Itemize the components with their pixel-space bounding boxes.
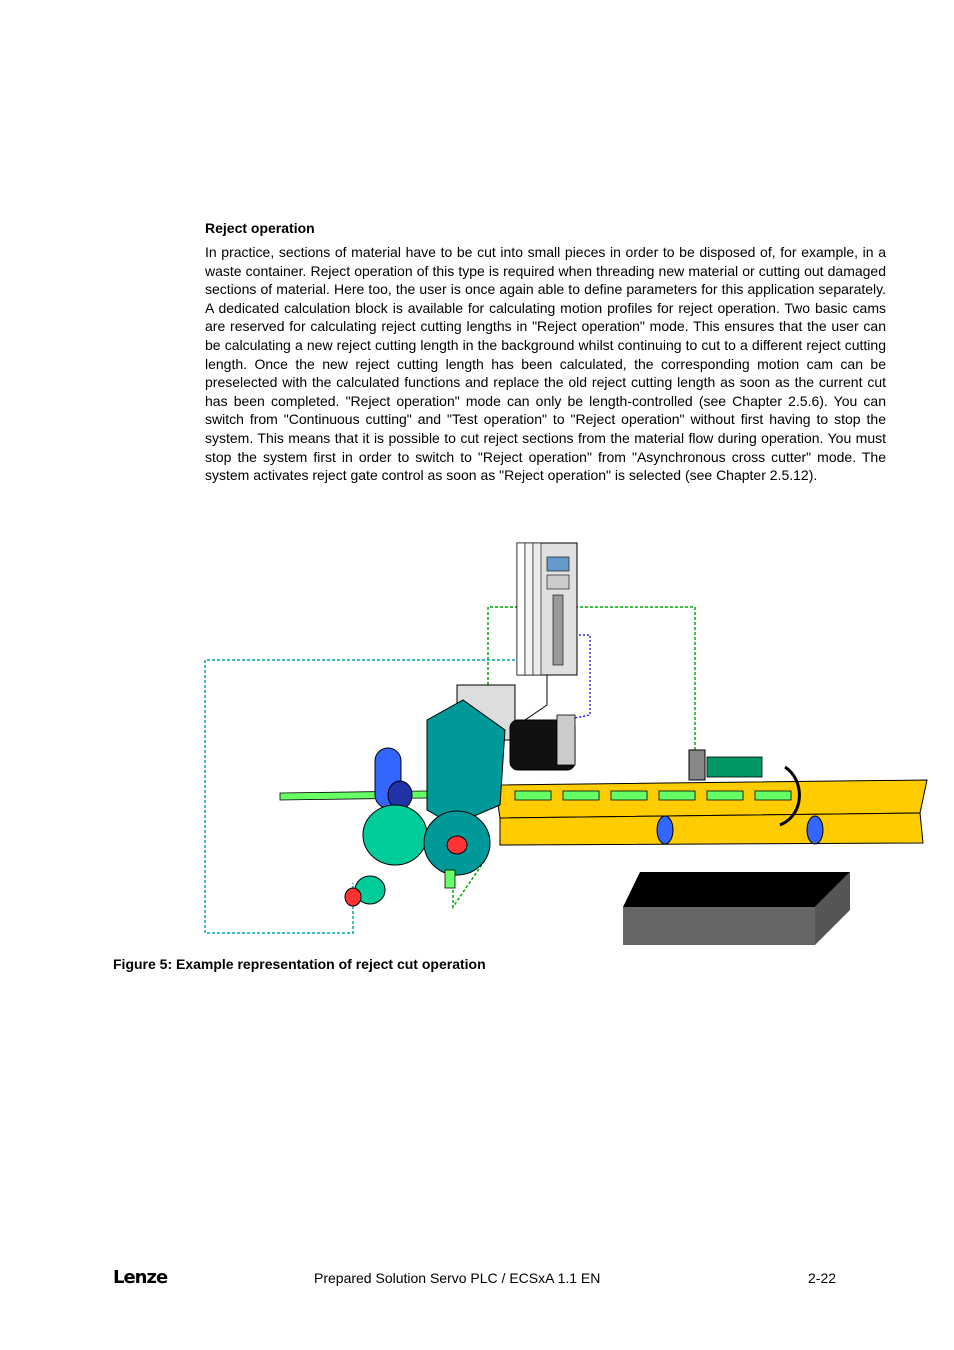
servo-controller bbox=[517, 543, 577, 675]
sensor bbox=[689, 750, 762, 780]
footer-document-title: Prepared Solution Servo PLC / ECSxA 1.1 EN bbox=[314, 1270, 601, 1286]
reject-cut-diagram bbox=[195, 535, 935, 950]
section-body: In practice, sections of material have to be cut into small pieces in order to be disposed of, for example, in a waste container. Reject operation of this type is required when threading new material or cutting out damaged sections of material. Here too, the user is once again able to define parameters for this application separately. A dedicated calculation block is available for calculating motion profiles for reject operation. Two basic cams are reserved for calculating reject cutting lengths in "Reject operation" mode. This ensures that the user can be calculating a new reject cutting length in the background whilst continuing to cut to a different reject cutting length. Once the new reject cutting length has been calculated, the corresponding motion cam can be preselected with the calculated functions and replace the old reject cutting length as soon as the current cut has been completed. "Reject operation" mode can only be length-controlled (see Chapter 2.5.6). You can switch from "Continuous cutting" and "Test operation" to "Reject operation" without first having to stop the system. This means that it is possible to cut reject sections from the material flow during operation. You must stop the system first in order to switch to "Reject operation" from "Asynchronous cross cutter" mode. The system activates reject gate control as soon as "Reject operation" is selected (see Chapter 2.5.12). bbox=[205, 244, 886, 484]
reject-bin bbox=[623, 872, 850, 945]
page-number: 2-22 bbox=[808, 1270, 837, 1286]
section-heading: Reject operation bbox=[205, 220, 315, 236]
drive-cable bbox=[525, 675, 547, 720]
feed-rollers bbox=[345, 748, 427, 906]
lenze-logo: Lenze bbox=[113, 1267, 168, 1288]
conveyor-belt bbox=[495, 780, 927, 845]
rotary-cutter bbox=[424, 700, 505, 888]
material-strip bbox=[280, 790, 791, 800]
figure-caption: Figure 5: Example representation of reject cut operation bbox=[113, 956, 486, 972]
